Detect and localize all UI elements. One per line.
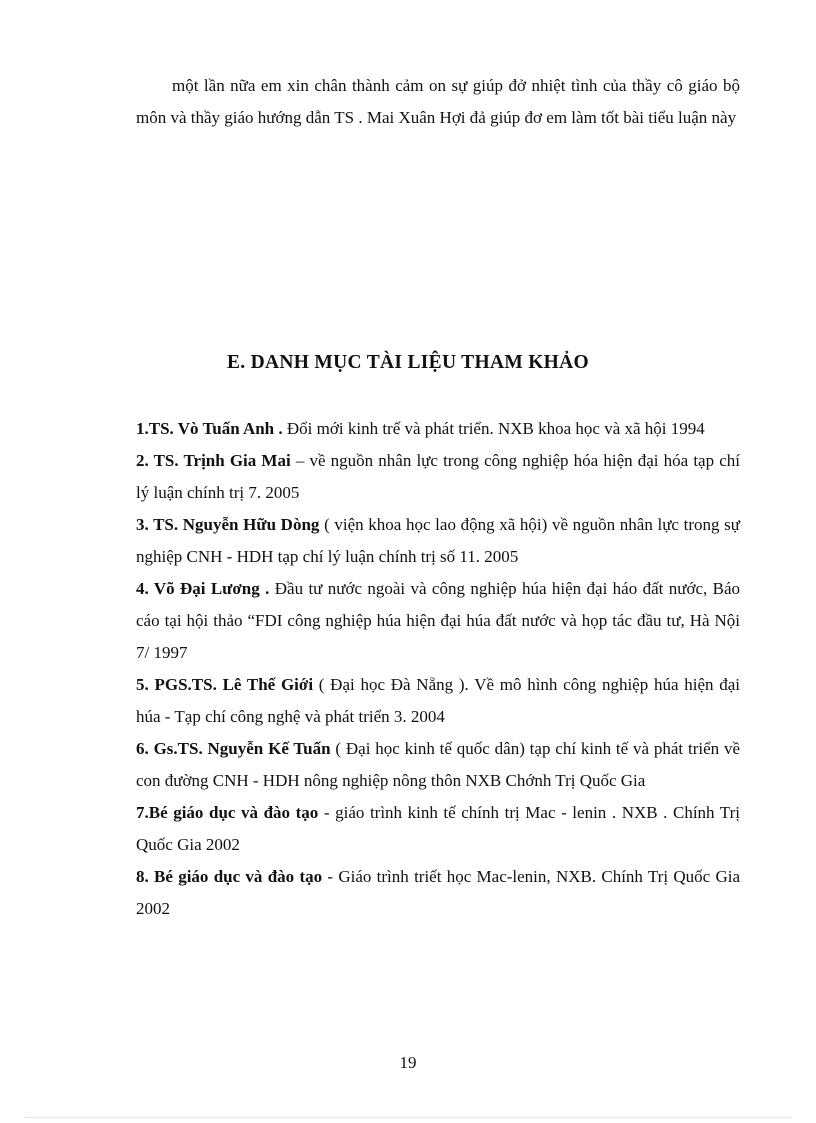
references-heading: E. DANH MỤC TÀI LIỆU THAM KHẢO [226,352,590,373]
reference-item [136,861,740,925]
page-number: 19 [399,1053,417,1072]
references-list [136,413,740,925]
reference-author: 1.TS. Vò Tuấn Anh . [136,419,283,438]
reference-item [136,413,740,445]
reference-text: - giáo trình kinh tế chính trị Mac - lenin . NXB . Chính Trị Quốc Gia 2002 [136,803,740,854]
reference-text: ( viện khoa học lao động xã hội) về nguồn nhân lực trong sự nghiệp CNH - HDH tạp chí lý luận chính trị số 11. 2005 [136,515,740,566]
reference-item [136,573,740,669]
reference-item [136,733,740,797]
reference-author: 7.Bé giáo dục và đào tạo [136,803,319,822]
reference-author: 5. PGS.TS. Lê Thế Giới [136,675,314,694]
reference-author: 2. TS. Trịnh Gia Mai [136,451,291,470]
reference-text: - Giáo trình triết học Mac-lenin, NXB. Chính Trị Quốc Gia 2002 [136,867,740,918]
reference-text: – về nguồn nhân lực trong công nghiệp hóa hiện đại hóa tạp chí lý luận chính trị 7. 2005 [136,451,740,502]
page-bottom-divider [24,1117,792,1118]
reference-text: ( Đại học Đà Nẵng ). Về mô hình công nghiệp húa hiện đại húa - Tạp chí công nghệ và phát triển 3. 2004 [136,675,740,726]
reference-text: ( Đại học kinh tế quốc dân) tạp chí kinh tế và phát triển về con đường CNH - HDH nông nghiệp nông thôn NXB Chớnh Trị Quốc Gia [136,739,740,790]
reference-author: 6. Gs.TS. Nguyễn Kế Tuấn [136,739,331,758]
reference-text: Đổi mới kinh trế và phát triển. NXB khoa học và xã hội 1994 [282,419,705,438]
intro-paragraph: một lần nữa em xin chân thành cảm on sự giúp đở nhiệt tình của thầy cô giáo bộ môn và thầy giáo hướng dẫn TS . Mai Xuân Hợi đả giúp đơ em làm tốt bài tiểu luận này [136,76,740,127]
reference-text: Đầu tư nước ngoài và công nghiệp húa hiện đại háo đất nước, Báo cáo tại hội thảo “FDI công nghiệp húa hiện đại húa đất nước và họp tác đầu tư, Hà Nội 7/ 1997 [136,579,740,662]
reference-item [136,445,740,509]
reference-item [136,509,740,573]
reference-author: 4. Võ Đại Lương . [136,579,270,598]
reference-item [136,797,740,861]
reference-item [136,669,740,733]
reference-author: 8. Bé giáo dục và đào tạo [136,867,323,886]
reference-author: 3. TS. Nguyễn Hữu Dòng [136,515,320,534]
